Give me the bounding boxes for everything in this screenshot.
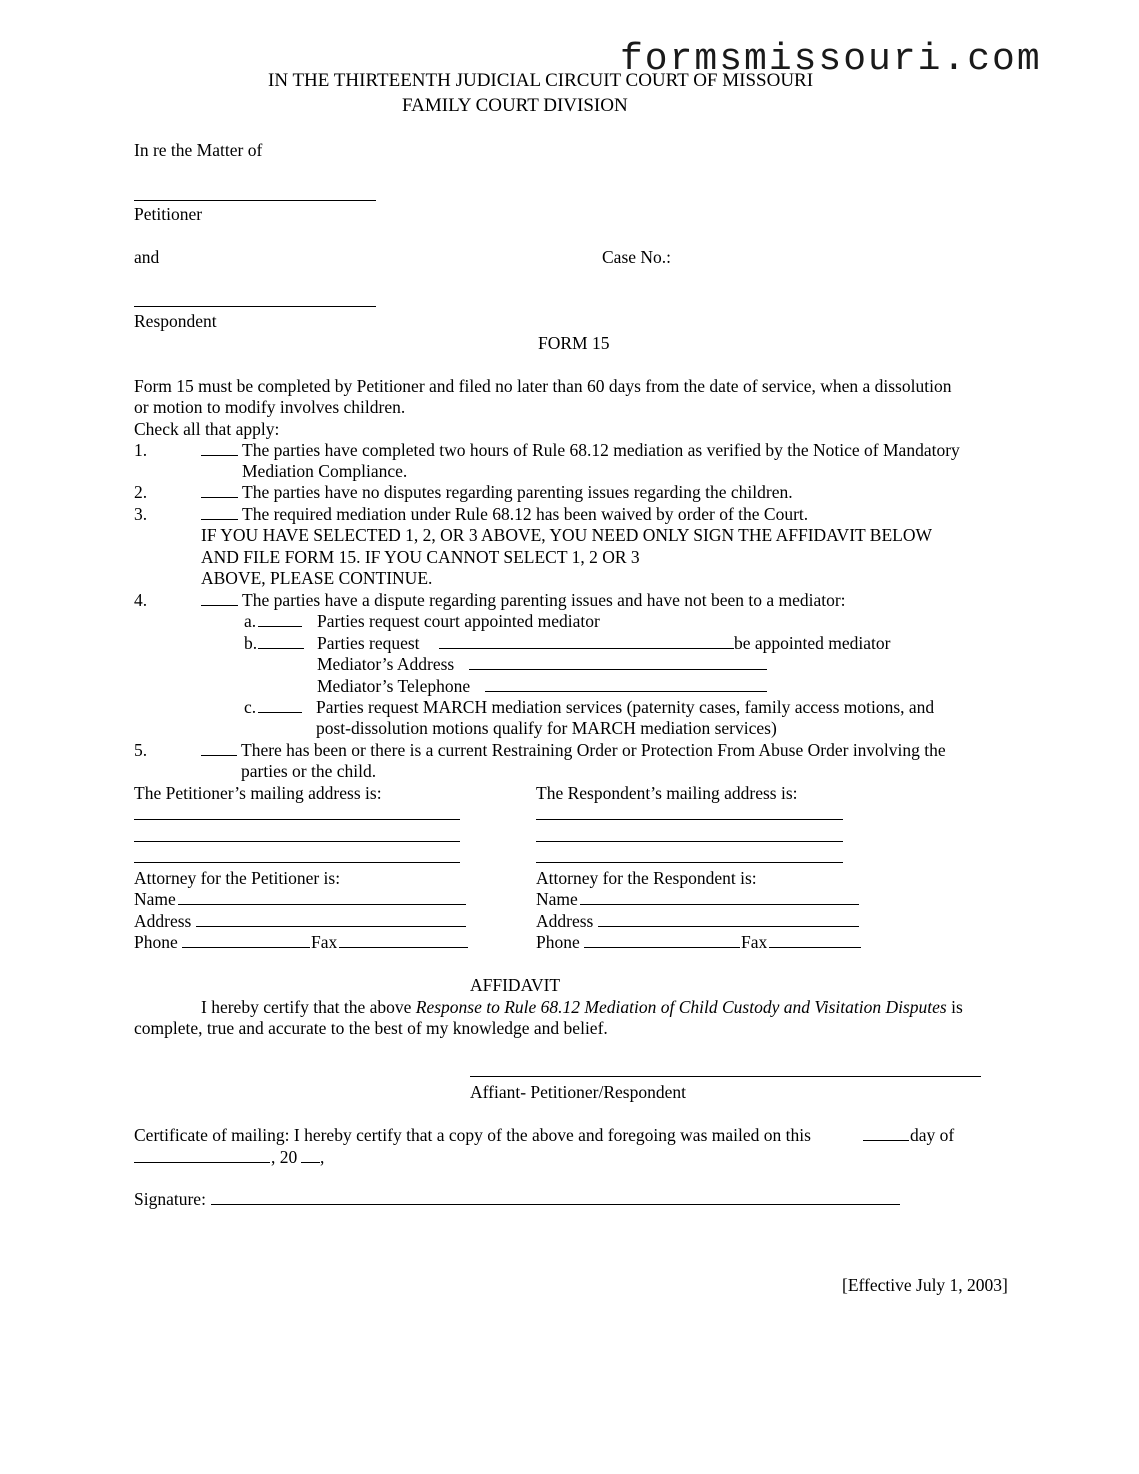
check-all-label: Check all that apply: [134,419,280,439]
signature-field[interactable] [211,1189,900,1205]
affiant-label: Affiant- Petitioner/Respondent [470,1082,686,1102]
option-c-checkbox[interactable] [258,697,302,713]
affidavit-line-2: complete, true and accurate to the best of my knowledge and belief. [134,1018,608,1038]
notice-line-1: IF YOU HAVE SELECTED 1, 2, OR 3 ABOVE, YOU NEED ONLY SIGN THE AFFIDAVIT BELOW [201,525,932,545]
item-1-text-cont: Mediation Compliance. [242,461,408,481]
respondent-address-line-1[interactable] [536,819,843,820]
resp-attorney-name-label: Name [536,889,578,909]
petitioner-label: Petitioner [134,204,203,224]
pet-attorney-phone-field[interactable] [182,932,310,948]
affidavit-line-1-pre: I hereby certify that the above [201,997,416,1017]
certificate-line-1: Certificate of mailing: I hereby certify that a copy of the above and foregoing was mailed on this [134,1125,811,1145]
certificate-year-prefix: , 20 [271,1147,298,1167]
in-re-label: In re the Matter of [134,140,263,160]
pet-attorney-address-field[interactable] [196,911,466,927]
resp-attorney-phone-field[interactable] [584,932,740,948]
petitioner-address-line-1[interactable] [134,819,460,820]
item-5-checkbox[interactable] [201,740,237,756]
option-b-text-end: be appointed mediator [734,633,891,653]
item-4-number: 4. [134,590,148,610]
mediator-address-label: Mediator’s Address [317,654,455,674]
resp-attorney-address-field[interactable] [598,911,859,927]
pet-attorney-name-field[interactable] [178,889,466,905]
petitioner-address-line-2[interactable] [134,841,460,842]
affidavit-line-1-post: is [946,997,963,1017]
affidavit-line-1 [201,997,963,1018]
item-2-number: 2. [134,482,148,502]
petitioner-address-line-3[interactable] [134,862,460,863]
respondent-label: Respondent [134,311,217,331]
affidavit-document-title: Response to Rule 68.12 Mediation of Child Custody and Visitation Disputes [415,997,947,1017]
petitioner-mailing-label: The Petitioner’s mailing address is: [134,783,382,803]
option-b-label: b. [244,633,258,653]
item-1-checkbox[interactable] [201,440,238,456]
intro-line-2: or motion to modify involves children. [134,397,406,417]
mediator-telephone-field[interactable] [485,676,767,692]
item-4-checkbox[interactable] [201,590,238,606]
option-b-checkbox[interactable] [258,633,304,649]
affiant-signature-line[interactable] [470,1076,981,1077]
option-c-text-cont: post-dissolution motions qualify for MARCH mediation services) [316,718,777,738]
option-c-text: Parties request MARCH mediation services (paternity cases, family access motions, and [316,697,935,717]
respondent-address-line-2[interactable] [536,841,843,842]
item-2-text: The parties have no disputes regarding parenting issues regarding the children. [242,482,793,502]
petitioner-name-line[interactable] [134,200,376,201]
item-3-number: 3. [134,504,148,524]
notice-line-3: ABOVE, PLEASE CONTINUE. [201,568,433,588]
item-4-text: The parties have a dispute regarding parenting issues and have not been to a mediator: [242,590,846,610]
certificate-comma: , [320,1147,325,1167]
item-3-checkbox[interactable] [201,504,238,520]
option-a-label: a. [244,611,257,631]
option-c-label: c. [244,697,257,717]
pet-attorney-fax-field[interactable] [339,932,468,948]
respondent-mailing-label: The Respondent’s mailing address is: [536,783,798,803]
effective-date: [Effective July 1, 2003] [842,1275,1008,1295]
signature-label: Signature: [134,1189,206,1209]
option-b-text: Parties request [317,633,420,653]
item-1-text: The parties have completed two hours of Rule 68.12 mediation as verified by the Notice of Mandatory [242,440,960,460]
pet-attorney-fax-label: Fax [311,932,338,952]
notice-line-2: AND FILE FORM 15. IF YOU CANNOT SELECT 1, 2 OR 3 [201,547,640,567]
item-5-text-cont: parties or the child. [241,761,377,781]
item-3-text: The required mediation under Rule 68.12 has been waived by order of the Court. [242,504,809,524]
resp-attorney-name-field[interactable] [580,889,859,905]
form-title: FORM 15 [538,333,610,353]
case-number-label: Case No.: [602,247,672,267]
pet-attorney-name-label: Name [134,889,176,909]
mediator-telephone-label: Mediator’s Telephone [317,676,471,696]
intro-line-1: Form 15 must be completed by Petitioner and filed no later than 60 days from the date of service, when a dissolution [134,376,952,396]
item-1-number: 1. [134,440,148,460]
mediator-name-field[interactable] [439,633,734,649]
resp-attorney-phone-label: Phone [536,932,580,952]
pet-attorney-address-label: Address [134,911,192,931]
court-title: IN THE THIRTEENTH JUDICIAL CIRCUIT COURT OF MISSOURI [268,70,814,91]
option-a-checkbox[interactable] [258,611,302,627]
item-2-checkbox[interactable] [201,482,238,498]
affidavit-title: AFFIDAVIT [470,975,561,995]
mediator-address-field[interactable] [469,654,767,670]
attorney-petitioner-label: Attorney for the Petitioner is: [134,868,341,888]
resp-attorney-fax-field[interactable] [769,932,861,948]
resp-attorney-fax-label: Fax [741,932,768,952]
and-label: and [134,247,160,267]
resp-attorney-address-label: Address [536,911,594,931]
option-a-text: Parties request court appointed mediator [317,611,600,631]
certificate-day-of: day of [910,1125,955,1145]
respondent-name-line[interactable] [134,306,376,307]
certificate-month-field[interactable] [134,1147,270,1163]
division-title: FAMILY COURT DIVISION [402,95,628,116]
watermark-logo: formsmissouri.com [620,38,1042,81]
respondent-address-line-3[interactable] [536,862,843,863]
pet-attorney-phone-label: Phone [134,932,178,952]
item-5-number: 5. [134,740,148,760]
certificate-year-field[interactable] [301,1147,320,1163]
certificate-day-field[interactable] [863,1125,909,1141]
item-5-text: There has been or there is a current Restraining Order or Protection From Abuse Order involving the [241,740,946,760]
attorney-respondent-label: Attorney for the Respondent is: [536,868,757,888]
